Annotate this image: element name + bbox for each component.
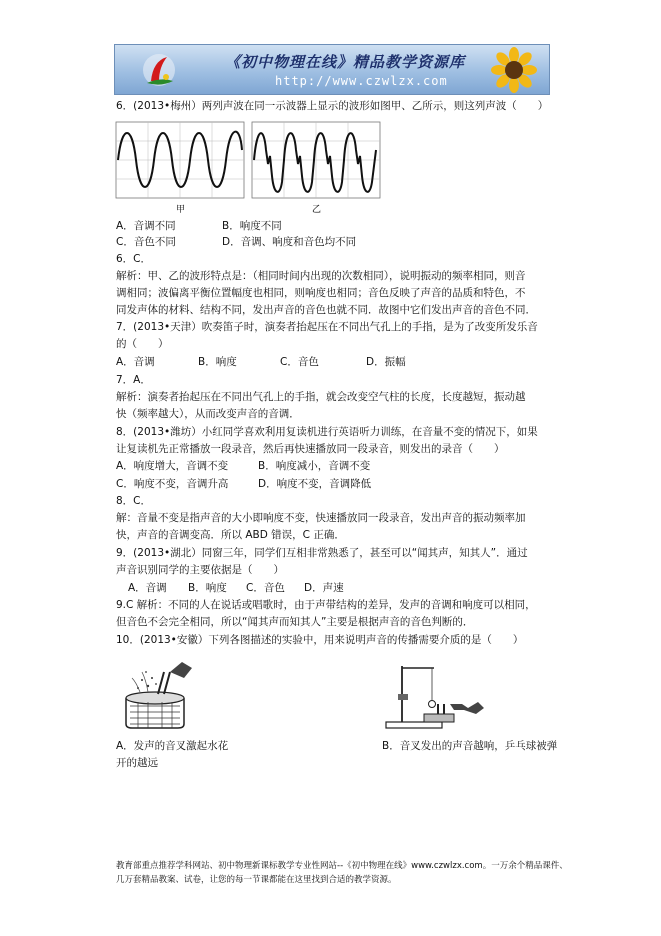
q10-stem: 10．(2013•安徽）下列各图描述的实验中，用来说明声音的传播需要介质的是（ ） <box>116 634 524 646</box>
banner-url: http://www.czwlzx.com <box>275 74 448 88</box>
q6-analysis-line1: 解析：甲、乙的波形特点是：（相同时间内出现的次数相同），说明振动的频率相同，则音 <box>116 270 526 282</box>
header-banner <box>114 44 550 95</box>
waveform-figure <box>114 120 384 215</box>
q9-options <box>116 580 576 596</box>
q8-options-row2 <box>116 476 576 492</box>
q7-analysis-line2: 快（频率越大），从而改变声音的音调． <box>116 408 300 420</box>
q8-option-b: B．响度减小，音调不变 <box>258 460 371 472</box>
q6-option-a: A．音调不同 <box>116 220 176 232</box>
q8-stem-line1: 8．(2013•潍坊）小红同学喜欢利用复读机进行英语听力训练，在音量不变的情况下，如果 <box>116 426 538 438</box>
q8-answer: 8．C． <box>116 495 152 507</box>
q8-option-a: A．响度增大，音调不变 <box>116 460 229 472</box>
q8-options-row1 <box>116 458 576 474</box>
q8-analysis-line2: 快，声音的音调变高．所以 ABD 错误，C 正确． <box>116 529 345 541</box>
q9-stem-line1: 9．(2013•湖北）同窗三年，同学们互相非常熟悉了，甚至可以“闻其声，知其人”．通过 <box>116 547 528 559</box>
q9-analysis-line1: 9.C 解析：不同的人在说话或唱歌时，由于声带结构的差异，发声的音调和响度可以相同， <box>116 599 536 611</box>
q9-option-c: C．音色 <box>246 582 285 594</box>
tuning-fork-pingpong-figure <box>384 660 494 730</box>
logo-icon <box>139 51 179 89</box>
q9-stem-line2: 声音识别同学的主要依据是（ ） <box>116 564 284 576</box>
q7-analysis-line1: 解析：演奏者抬起压在不同出气孔上的手指，就会改变空气柱的长度，长度越短，振动越 <box>116 391 526 403</box>
q6-stem: 6．(2013•梅州）两列声波在同一示波器上显示的波形如图甲、乙所示，则这列声波（ ） <box>116 100 549 112</box>
fig-label-jia: 甲 <box>176 205 186 215</box>
q7-option-c: C．音色 <box>280 356 319 368</box>
q7-stem-line1: 7．(2013•天津）吹奏笛子时，演奏者抬起压在不同出气孔上的手指，是为了改变所发乐音 <box>116 321 538 333</box>
q10-option-b: B．音叉发出的声音越响，乒乓球被弹 <box>382 740 558 752</box>
q8-analysis-line1: 解：音量不变是指声音的大小即响度不变，快速播放同一段录音，发出声音的振动频率加 <box>116 512 526 524</box>
q8-option-d: D．响度不变，音调降低 <box>258 478 372 490</box>
q6-options-row2 <box>116 234 576 250</box>
q8-stem-line2: 让复读机先正常播放一段录音，然后再快速播放同一段录音，则发出的录音（ ） <box>116 443 505 455</box>
q6-options-row1 <box>116 218 576 234</box>
q6-option-b: B．响度不同 <box>222 220 282 232</box>
q9-option-a: A．音调 <box>128 582 167 594</box>
q7-options <box>116 354 576 370</box>
q10-option-a-line1: A．发声的音叉激起水花 <box>116 740 229 752</box>
q9-option-d: D．声速 <box>304 582 344 594</box>
q9-analysis-line2: 但音色不会完全相同，所以“闻其声而知其人”主要是根据声音的音色判断的． <box>116 616 474 628</box>
q8-option-c: C．响度不变，音调升高 <box>116 478 229 490</box>
q9-option-b: B．响度 <box>188 582 227 594</box>
q7-option-d: D．振幅 <box>366 356 406 368</box>
banner-title: 《初中物理在线》精品教学资源库 <box>225 53 466 71</box>
tuning-fork-water-figure <box>118 658 200 730</box>
q7-option-b: B．响度 <box>198 356 237 368</box>
sunflower-icon <box>485 47 543 93</box>
q6-analysis-line3: 同发声体的材料、结构不同，发出声音的音色也就不同．故图中它们发出声音的音色不同． <box>116 304 536 316</box>
q6-option-c: C．音色不同 <box>116 236 176 248</box>
q7-stem-line2: 的（ ） <box>116 338 169 350</box>
q7-answer: 7．A． <box>116 374 151 386</box>
page-footer: 教育部重点推荐学科网站、初中物理新课标教学专业性网站--《初中物理在线》www.czwlzx.com。一万余个精品课件、几万套精品教案、试卷，让您的每一节课都能在这里找到合适的教学资源。 <box>116 861 568 885</box>
q6-answer: 6．C． <box>116 253 152 265</box>
q6-analysis-line2: 调相同；波偏离平衡位置幅度也相同，则响度也相同；音色反映了声音的品质和特色，不 <box>116 287 526 299</box>
fig-label-yi: 乙 <box>312 205 322 215</box>
q6-option-d: D．音调、响度和音色均不同 <box>222 236 357 248</box>
q10-option-a-line2: 开的越远 <box>116 757 158 769</box>
q7-option-a: A．音调 <box>116 356 155 368</box>
